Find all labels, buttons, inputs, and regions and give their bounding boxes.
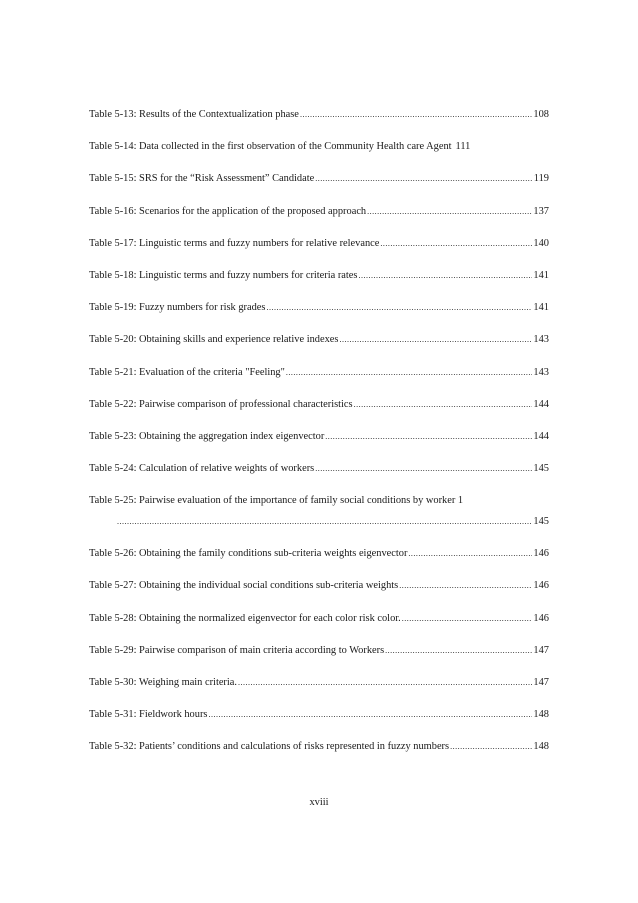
toc-entry[interactable] <box>89 678 549 710</box>
toc-entry-title: Table 5-29: Pairwise comparison of main criteria according to Workers <box>89 644 385 656</box>
toc-entry-page: 144 <box>533 430 549 442</box>
toc-entry-page: 137 <box>533 205 549 217</box>
toc-entry-title: Table 5-20: Obtaining skills and experience relative indexes <box>89 334 339 346</box>
toc-entry-title: Table 5-27: Obtaining the individual social conditions sub-criteria weights <box>89 580 399 592</box>
toc-entry-title: Table 5-30: Weighing main criteria. <box>89 677 237 688</box>
toc-entry-title: Table 5-26: Obtaining the family conditions sub-criteria weights eigenvector <box>89 548 408 560</box>
toc-entry-page: 140 <box>533 237 549 249</box>
toc-leader-dots <box>358 272 532 280</box>
toc-entry-title: Table 5-16: Scenarios for the application of the proposed approach <box>89 205 367 217</box>
toc-entry-title: Table 5-19: Fuzzy numbers for risk grades <box>89 302 266 314</box>
toc-entry-title: Table 5-18: Linguistic terms and fuzzy numbers for criteria rates <box>89 269 358 281</box>
toc-entry-title: Table 5-28: Obtaining the normalized eigenvector for each color risk color. <box>89 612 401 624</box>
toc-leader-dots <box>354 401 533 409</box>
toc-entry[interactable] <box>89 549 549 581</box>
toc-entry-page: 145 <box>533 463 549 475</box>
toc-leader-dots <box>117 518 532 526</box>
toc-entry-title: Table 5-22: Pairwise comparison of professional characteristics <box>89 398 353 410</box>
toc-leader-dots <box>238 679 532 687</box>
toc-entry-title: Table 5-25: Pairwise evaluation of the importance of family social conditions by worker 1 <box>89 495 464 507</box>
toc-entry[interactable] <box>89 496 549 549</box>
toc-leader-dots <box>325 433 532 441</box>
toc-leader-dots <box>367 208 532 216</box>
toc-entry-continuation-line <box>89 517 549 527</box>
toc-entry-page: 141 <box>533 269 549 281</box>
toc-entry-page: 146 <box>533 548 549 560</box>
list-of-tables <box>89 110 549 775</box>
toc-entry-page: 111 <box>455 141 471 153</box>
toc-leader-dots <box>408 550 532 558</box>
toc-entry[interactable] <box>89 710 549 742</box>
toc-leader-dots <box>380 240 532 248</box>
toc-entry-title-line <box>89 496 549 517</box>
toc-entry[interactable] <box>89 742 549 774</box>
toc-entry[interactable] <box>89 174 549 206</box>
toc-entry-title: Table 5-31: Fieldwork hours <box>89 709 208 721</box>
toc-entry[interactable] <box>89 464 549 496</box>
toc-entry-page: 148 <box>533 709 549 721</box>
toc-entry[interactable] <box>89 432 549 464</box>
toc-leader-dots <box>385 647 532 655</box>
toc-entry[interactable] <box>89 400 549 432</box>
toc-entry[interactable] <box>89 646 549 678</box>
page-number: xviii <box>309 797 329 808</box>
toc-entry-title: Table 5-15: SRS for the “Risk Assessment” Candidate <box>89 173 315 185</box>
toc-entry[interactable] <box>89 368 549 400</box>
toc-entry-page: 147 <box>533 644 549 656</box>
toc-entry[interactable] <box>89 335 549 367</box>
toc-leader-dots <box>450 743 532 751</box>
toc-entry[interactable] <box>89 614 549 646</box>
toc-leader-dots <box>286 369 533 377</box>
toc-leader-dots <box>315 175 533 183</box>
toc-entry[interactable] <box>89 239 549 271</box>
toc-entry-title: Table 5-14: Data collected in the first observation of the Community Health care Agent <box>89 141 452 153</box>
toc-leader-dots <box>399 582 532 590</box>
toc-entry[interactable] <box>89 303 549 335</box>
toc-entry[interactable] <box>89 110 549 142</box>
toc-entry-title: Table 5-21: Evaluation of the criteria "Feeling" <box>89 366 285 378</box>
toc-entry-page: 119 <box>533 173 549 185</box>
toc-entry-page: 147 <box>533 677 549 688</box>
toc-entry-page: 144 <box>533 398 549 410</box>
toc-entry-page: 145 <box>533 516 549 528</box>
toc-entry-page: 146 <box>533 612 549 624</box>
toc-leader-dots <box>402 615 533 623</box>
toc-entry[interactable] <box>89 207 549 239</box>
toc-entry-page: 148 <box>533 741 549 753</box>
toc-entry[interactable] <box>89 271 549 303</box>
toc-entry-title: Table 5-24: Calculation of relative weights of workers <box>89 463 315 475</box>
toc-leader-dots <box>266 304 532 312</box>
toc-leader-dots <box>315 465 532 473</box>
toc-entry-title: Table 5-13: Results of the Contextualization phase <box>89 109 299 120</box>
toc-entry[interactable] <box>89 142 549 174</box>
toc-entry-page: 143 <box>533 366 549 378</box>
toc-leader-dots <box>208 711 532 719</box>
toc-entry[interactable] <box>89 581 549 613</box>
toc-leader-dots <box>339 336 532 344</box>
toc-leader-dots <box>300 111 532 119</box>
toc-entry-title: Table 5-32: Patients’ conditions and calculations of risks represented in fuzzy numbers <box>89 741 450 753</box>
toc-entry-page: 108 <box>533 109 549 120</box>
toc-entry-title: Table 5-23: Obtaining the aggregation index eigenvector <box>89 430 325 442</box>
toc-entry-title: Table 5-17: Linguistic terms and fuzzy numbers for relative relevance <box>89 237 380 249</box>
toc-entry-page: 146 <box>533 580 549 592</box>
toc-entry-page: 143 <box>533 334 549 346</box>
toc-entry-page: 141 <box>533 302 549 314</box>
